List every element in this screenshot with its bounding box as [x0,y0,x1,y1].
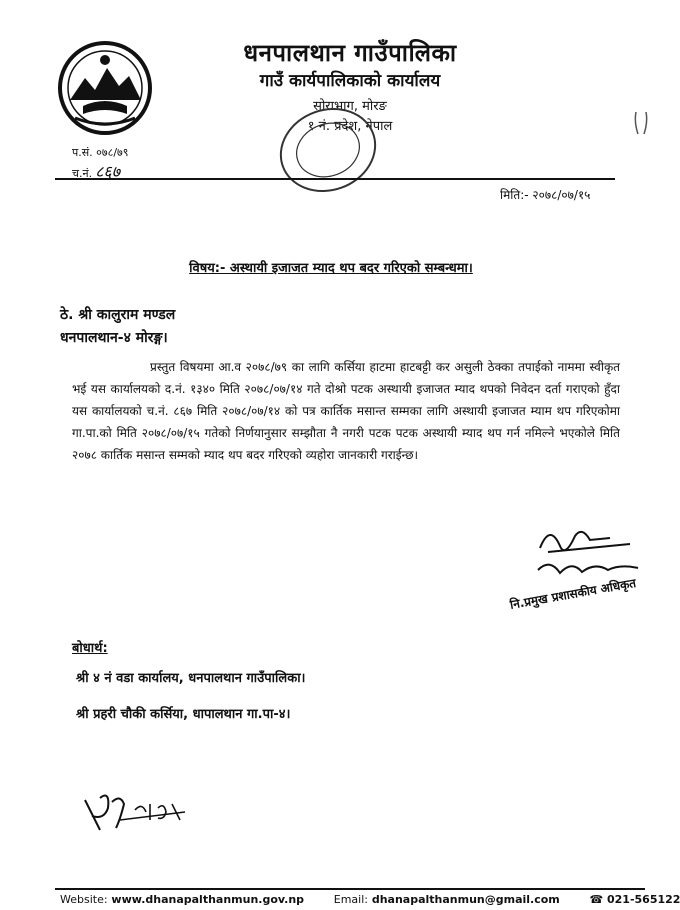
scan-mark [632,108,652,138]
website-label: Website: [60,893,108,906]
phone-icon: ☎ [589,893,604,906]
dispatch-label: च.नं. [72,167,93,180]
office-name: गाउँ कार्यपालिकाको कार्यालय [259,71,441,91]
address-line-1: सोराभाग, मोरङ [313,99,387,114]
handwritten-initials [80,790,190,835]
header-divider [55,178,615,180]
email-label: Email: [333,893,368,906]
cc-item: श्री ४ नं वडा कार्यालय, धनपालथान गाउँपालिका। [76,671,306,686]
letter-body [72,356,620,466]
office-stamp [270,100,390,200]
subject-line: विषय:- अस्थायी इजाजत म्याद थप बदर गरिएको सम्बन्धमा। [189,261,473,276]
email-link[interactable]: dhanapalthanmun@gmail.com [371,893,560,906]
recipient-address: धनपालथान-४ मोरङ्ग। [60,330,168,346]
recipient-name: ठे. श्री कालुराम मण्डल [60,307,176,323]
footer-divider [55,888,645,890]
body-paragraph: प्रस्तुत विषयमा आ.व २०७८/७९ का लागि कर्सिया हाटमा हाटबट्टी कर असुली ठेक्का तपाईको नाममा स्वीकृत भई यस कार्यालयको द.नं. १३४० मिति २०७८/०७/१४ गते दोश्रो पटक अस्थायी इजाजत म्याद थपको निवेदन दर्ता गराएको हुँदा यस कार्यालयको च.नं. ८६७ मिति २०७८/०७/१४ को पत्र कार्तिक मसान्त सम्मका लागि अस्थायी इजाजत म्याम थप गरिएकोमा गा.पा.को मिति २०७८/०७/१५ गतेको निर्णयानुसार सम्झौता नै नगरी पटक पटक अस्थायी म्याद थप गर्न नमिल्ने भएकोले मिति २०७८ कार्तिक मसान्त सम्मको म्याद थप बदर गरिएको व्यहोरा जानकारी गराईन्छ। [72,360,620,462]
cc-label: बोधार्थ: [72,641,108,656]
letter-date: मिति:- २०७८/०७/१५ [500,188,591,202]
org-name: धनपालथान गाउँपालिका [243,39,457,67]
signer-title: नि.प्रमुख प्रशासकीय अधिकृत [508,575,638,612]
website-link[interactable]: www.dhanapalthanmun.gov.np [111,893,305,906]
fiscal-year-ref: प.सं. ०७८/७९ [72,146,129,159]
cc-item: श्री प्रहरी चौकी कर्सिया, धापालथान गा.पा-४। [76,707,291,722]
dispatch-number: ८६७ [95,162,121,181]
footer [60,893,680,906]
recipient-block [60,304,175,350]
phone-number: 021-565122 [607,893,680,906]
emblem-logo [55,38,155,138]
address-line-2: १ नं. प्रदेश, नेपाल [307,119,393,134]
